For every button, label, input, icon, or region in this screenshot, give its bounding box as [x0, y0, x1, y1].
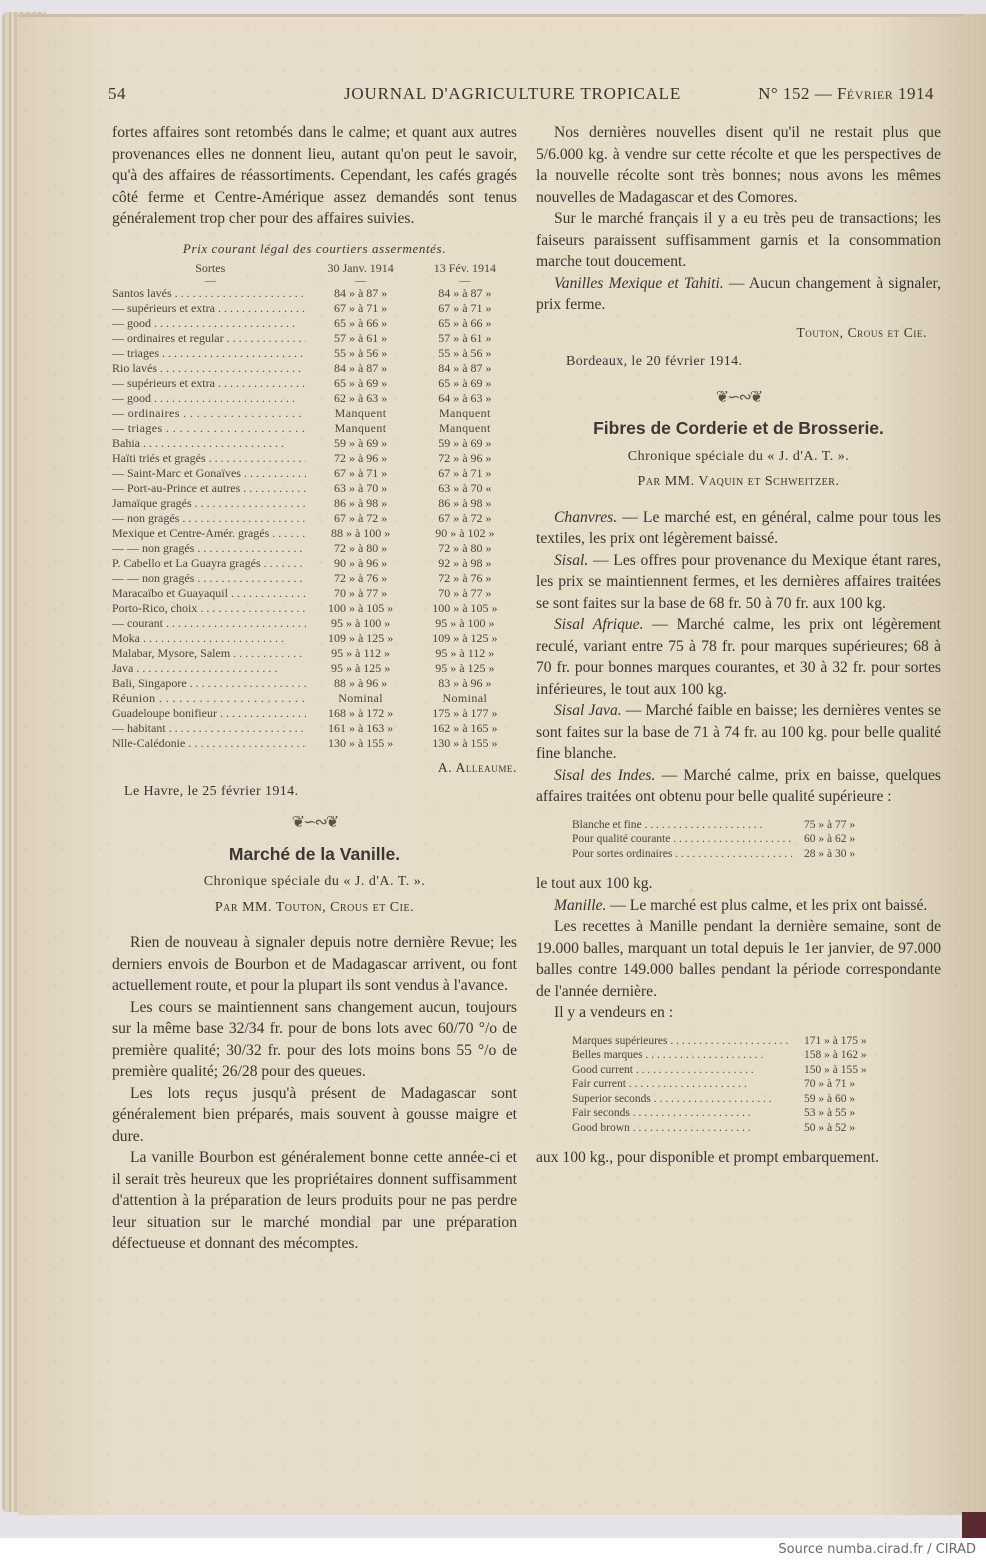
- price-feb: 90 » à 102 »: [435, 526, 495, 540]
- recettes-paragraph: Les recettes à Manille pendant la dernière semaine, sont de 19.000 balles, marquant un total depuis le 1er janvier, de 97.000 balles contre 149.000 balles pendant la période correspondante de l'année dernière.: [536, 918, 941, 1000]
- price-jan: Manquent: [334, 421, 387, 435]
- table-row: Belles marques . . . . . . . . . . . . . . . . . . . . . 158 » à 162 »: [572, 1048, 894, 1063]
- price-feb: 95 » à 125 »: [435, 661, 495, 675]
- row-label: Nlle-Calédonie: [112, 736, 186, 750]
- price-feb: 67 » à 71 »: [438, 301, 492, 315]
- row-value: 50 » à 52 »: [804, 1121, 856, 1134]
- price-feb: 70 » à 77 »: [438, 586, 492, 600]
- paragraph-lead: Vanilles Mexique et Tahiti.: [554, 274, 724, 292]
- row-value: 75 » à 77 »: [804, 818, 856, 831]
- table-row: [112, 346, 517, 361]
- price-feb: 64 » à 63 »: [438, 391, 492, 405]
- binding-corner: [962, 1512, 986, 1538]
- row-value: 28 » à 30 »: [804, 847, 856, 860]
- price-feb: Manquent: [438, 421, 491, 435]
- fibres-subtitle: Chronique spéciale du « J. d'A. T. ».: [627, 448, 850, 464]
- row-label: Superior seconds: [572, 1092, 651, 1105]
- manille-paragraph: Manille. — Le marché est plus calme, et les prix ont baissé.: [554, 896, 928, 914]
- row-label: Marques supérieures: [572, 1034, 668, 1047]
- table-row: [112, 301, 517, 316]
- row-label: Porto-Rico, choix: [112, 601, 198, 615]
- left-column: [112, 122, 517, 1255]
- row-value: 150 » à 155 »: [804, 1063, 867, 1076]
- row-label: — ordinaires et regular: [112, 331, 224, 345]
- price-feb: 59 » à 69 »: [438, 436, 492, 450]
- table-row: [112, 736, 517, 751]
- price-feb: 84 » à 87 »: [438, 361, 492, 375]
- row-value: 70 » à 71 »: [804, 1078, 856, 1090]
- price-jan: 72 » à 80 »: [333, 541, 388, 555]
- page-right-edge: [963, 14, 986, 1512]
- table-row: [112, 616, 517, 631]
- intro-paragraph: fortes affaires sont retombés dans le calme; et quant aux autres provenances elles ne donnent lieu, autant qu'on peut le savoir, qu'à des affaires de réassortiments. Cependant, les cafés gragés côté ferme et Centre-Amérique assez demandés sont tenus généralement trop cher pour des affaires suivies.: [112, 124, 517, 227]
- price-feb: 72 » à 96 »: [438, 451, 492, 465]
- row-label: Mexique et Centre-Amér. gragés: [112, 526, 270, 540]
- fibres-paragraph: Sisal Afrique. — Marché calme, les prix ont légèrement reculé, variant entre 75 à 78 fr. pour marques supérieures; 68 à 70 fr. pour bonnes marques courantes, et 30 à 32 fr. pour sortes inférieures, le tout aux 100 kg.: [536, 616, 941, 698]
- table-row: [112, 496, 517, 511]
- table-row: [112, 451, 517, 466]
- table-row: [112, 466, 517, 481]
- table-row: [112, 721, 517, 736]
- price-feb: 67 » à 71 »: [438, 466, 492, 480]
- price-jan: 65 » à 69 »: [333, 376, 388, 390]
- table-row: [112, 676, 517, 691]
- price-feb: 83 » à 96 »: [438, 676, 492, 690]
- price-feb: 95 » à 100 »: [435, 616, 495, 630]
- price-jan: 55 » à 56 »: [333, 346, 388, 360]
- table-row: [112, 661, 517, 676]
- vanille-byline: Par MM. Touton, Crous et Cie.: [214, 899, 415, 915]
- table-row: [112, 691, 517, 706]
- price-jan: 90 » à 96 »: [333, 556, 388, 570]
- right-column: [536, 122, 941, 1169]
- table-row: Good brown . . . . . . . . . . . . . . . . . . . . . 50 » à 52 »: [572, 1121, 894, 1136]
- table-row: [112, 631, 517, 646]
- coffee-table-caption: Prix courant légal des courtiers assermentés.: [182, 240, 447, 256]
- row-label: Java: [112, 661, 134, 675]
- table-row: [112, 286, 517, 301]
- row-label: — supérieurs et extra: [112, 376, 215, 390]
- table-row: Fair seconds . . . . . . . . . . . . . . . . . . . . . 53 » à 55 »: [572, 1106, 894, 1121]
- price-jan: 67 » à 72 »: [333, 511, 388, 525]
- row-label: Fair seconds: [572, 1107, 630, 1119]
- bordeaux-dateline: Bordeaux, le 20 février 1914.: [566, 354, 743, 369]
- row-label: Haïti triés et gragés: [112, 451, 206, 465]
- vanille-title: Marché de la Vanille.: [228, 843, 401, 864]
- price-feb: 57 » à 61 »: [438, 331, 492, 345]
- coffee-table-body: [112, 286, 517, 751]
- table-row: Fair current . . . . . . . . . . . . . . . . . . . . . 70 » à 71 »: [572, 1077, 894, 1092]
- price-feb: 72 » à 80 »: [438, 541, 492, 555]
- row-label: Good current: [572, 1063, 633, 1076]
- fleuron-ornament: ❦∽∾❦: [715, 388, 762, 406]
- price-feb: 72 » à 76 »: [438, 571, 492, 585]
- row-label: Blanche et fine: [572, 818, 642, 831]
- row-label: Belles marques: [572, 1049, 643, 1061]
- row-label: P. Cabello et La Guayra gragés: [112, 556, 261, 570]
- row-value: 59 » à 60 »: [804, 1092, 856, 1105]
- row-label: Pour qualité courante: [572, 833, 671, 845]
- table-row: [112, 541, 517, 556]
- touton-signature: Touton, Crous et Cie.: [796, 324, 927, 340]
- table-row: [112, 376, 517, 391]
- price-jan: 88 » à 96 »: [333, 676, 388, 690]
- row-label: Good brown: [572, 1121, 630, 1134]
- sisal-indes-table: [572, 818, 894, 862]
- table-row: [112, 481, 517, 496]
- price-jan: 72 » à 76 »: [333, 571, 388, 585]
- fleuron-ornament: ❦∽∾❦: [291, 814, 338, 831]
- row-label: Réunion: [112, 691, 156, 705]
- manille-price-table: [572, 1034, 894, 1136]
- table-row: [112, 601, 517, 616]
- price-feb: 162 » à 165 »: [432, 721, 498, 735]
- price-jan: 95 » à 125 »: [330, 661, 391, 675]
- price-jan: 59 » à 69 »: [333, 436, 388, 450]
- row-label: — non gragés: [112, 511, 180, 525]
- table-row: [112, 361, 517, 376]
- price-feb: Nominal: [442, 691, 488, 705]
- price-feb: 65 » à 66 »: [438, 316, 492, 330]
- table-row: [112, 421, 517, 436]
- price-feb: 175 » à 177 »: [432, 706, 498, 720]
- row-label: Santos lavés: [112, 286, 172, 300]
- table-row: [112, 526, 517, 541]
- fibres-paragraph: Chanvres. — Le marché est, en général, calme pour tous les textiles, les prix ont légèrement baissé.: [536, 508, 941, 547]
- vanilles-mexique-paragraph: Vanilles Mexique et Tahiti. — Aucun changement à signaler, prix ferme.: [536, 274, 941, 313]
- price-jan: 109 » à 125 »: [327, 631, 394, 645]
- row-label: — — non gragés: [112, 571, 195, 585]
- price-jan: 86 » à 98 »: [333, 496, 388, 510]
- row-label: — triages: [112, 421, 163, 435]
- closing-text: aux 100 kg., pour disponible et prompt embarquement.: [536, 1149, 879, 1166]
- running-header: [108, 84, 934, 108]
- col-header-sortes: Sortes: [195, 261, 226, 275]
- row-label: Pour sortes ordinaires: [572, 847, 673, 860]
- row-value: 60 » à 62 »: [804, 833, 856, 845]
- vanille-paragraph: La vanille Bourbon est généralement bonne cette année-ci et il serait très heureux que les propriétaires donnent suffisamment d'attention à la préparation de leurs produits pour ne pas perdre leur situation sur le marché mondial par une préparation défectueuse et donnant des mécomptes.: [112, 1149, 517, 1252]
- row-value: 158 » à 162 »: [804, 1049, 867, 1061]
- price-jan: 72 » à 96 »: [333, 451, 388, 465]
- row-label: — good: [112, 391, 151, 405]
- price-jan: 70 » à 77 »: [333, 586, 388, 600]
- vanille-paragraph: Rien de nouveau à signaler depuis notre dernière Revue; les derniers envois de Bourbon et de Madagascar arrivent, ou font actuellement route, et pour la plupart ils sont vendus à l'avance.: [112, 934, 517, 994]
- price-jan: 67 » à 71 »: [333, 466, 388, 480]
- price-jan: Manquent: [334, 406, 387, 420]
- row-label: — — non gragés: [112, 541, 195, 555]
- price-feb: 84 » à 87 »: [438, 286, 492, 300]
- price-jan: 65 » à 66 »: [333, 316, 388, 330]
- price-jan: 57 » à 61 »: [333, 331, 388, 345]
- row-label: Fair current: [572, 1078, 626, 1090]
- row-label: Guadeloupe bonifieur: [112, 706, 217, 720]
- row-label: — triages: [112, 346, 159, 360]
- row-label: — supérieurs et extra: [112, 301, 215, 315]
- vanille-cont-paragraph: Sur le marché français il y a eu très peu de transactions; les faiseurs paraissent suffisamment garnis et la consommation marche tout doucement.: [536, 210, 941, 270]
- coffee-price-table: Sortes 30 Janv. 1914 13 Fév. 1914 — — — Santos lavés . . . 84 » à 87 » 84 » à 87 » — supérieurs et extra . . . 67 » à 71 » 67 » à 71 » — good . . . 65 » à 66 » 65 » à 66 » — ordinaires et regular . . . 57 » à 61 » 57 » à 61 » — triages . . . 55 » à 56 » 55 » à 56 » Rio lavés . . . 84 » à 87 » 84 » à 87 » — supérieurs et extra . . . 65 » à 69 » 65 » à 69 » — good . . . 62 » à 63 » 64 » à 63 » — ordinaires . . . Manquent Manquent — triages . . . Manquent Manquent Bahia . . . 59 » à 69 » 59 » à 69 » Haïti triés et gragés . . . 72 » à 96 » 72 » à 96 » — Saint-Marc et Gonaïves . . . 67 » à 71 » 67 » à 71 » — Port-au-Prince et autres . . . 63 » à 70 » 63 » à 70 « Jamaïque gragés . . . 86 » à 98 » 86 » à 98 » — non gragés . . . 67 » à 72 » 67 » à 72 » Mexique et Centre-Amér. gragés . . . 88 » à 100 » 90 » à 102 » — — non gragés . . . 72 » à 80 » 72 » à 80 » P. Cabello et La Guayra gragés . . . 90 » à 96 » 92 » à 98 » — — non gragés . . . 72 » à 76 » 72 » à 76 » Maracaïbo et Guayaquil . . . 70 » à 77 » 70 » à 77 » Porto-Rico, choix . . . 100 » à 105 » 100 » à 105 » — courant . . . 95 » à 100 » 95 » à 100 » Moka . . . 109 » à 125 » 109 » à 125 » Malabar, Mysore, Salem . . . 95 » à 112 » 95 » à 112 » Java . . . 95 » à 125 » 95 » à 125 » Bali, Singapore . . . 88 » à 96 » 83 » à 96 » Réunion . . . Nominal Nominal Guadeloupe bonifieur . . . 168 » à 172 » 175 » à 177 » — habitant . . . 161 » à 163 » 162 » à 165 » Nlle-Calédonie . . . 130 » à 155 » 130 » à 155 »: [112, 261, 517, 751]
- alleaume-signature: A. Alleaume.: [437, 760, 517, 775]
- table-row: [112, 391, 517, 406]
- price-feb: 86 » à 98 »: [438, 496, 492, 510]
- table-row: Marques supérieures . . . . . . . . . . . . . . . . . . . . . 171 » à 175 »: [572, 1034, 894, 1049]
- col-header-feb: 13 Fév. 1914: [433, 261, 496, 275]
- price-jan: 63 » à 70 »: [333, 481, 388, 495]
- price-feb: 109 » à 125 »: [432, 631, 498, 645]
- table-row: Pour qualité courante . . . . . . . . . . . . . . . . . . . . . 60 » à 62 »: [572, 832, 894, 847]
- table-row: [112, 406, 517, 421]
- row-label: Rio lavés: [112, 361, 157, 375]
- price-jan: Nominal: [338, 691, 383, 705]
- fibres-paragraph: Sisal. — Les offres pour provenance du Mexique étant rares, les prix se maintiennent fermes, et les dernières affaires traitées se sont faites sur la base de 68 fr. 50 à 70 fr. aux 100 kg.: [536, 551, 941, 612]
- table-row: [112, 706, 517, 721]
- table-row: [112, 571, 517, 586]
- page-number: 54: [108, 84, 126, 103]
- table-row: Pour sortes ordinaires . . . . . . . . . . . . . . . . . . . . . 28 » à 30 »: [572, 847, 894, 862]
- journal-title: JOURNAL D'AGRICULTURE TROPICALE: [344, 84, 682, 103]
- price-jan: 100 » à 105 »: [327, 601, 394, 615]
- price-jan: 62 » à 63 »: [333, 391, 388, 405]
- row-label: Malabar, Mysore, Salem: [112, 646, 231, 660]
- havre-dateline: Le Havre, le 25 février 1914.: [124, 783, 299, 799]
- source-credit: Source numba.cirad.fr / CIRAD: [778, 1542, 976, 1557]
- price-jan: 95 » à 112 »: [331, 646, 391, 660]
- price-feb: 130 » à 155 »: [432, 736, 498, 750]
- price-jan: 130 » à 155 »: [327, 736, 394, 750]
- price-feb: 55 » à 56 »: [438, 346, 492, 360]
- row-label: Moka: [112, 631, 140, 645]
- table-row: [112, 316, 517, 331]
- after-table-text: le tout aux 100 kg.: [536, 875, 653, 892]
- col-header-jan: 30 Janv. 1914: [327, 261, 394, 275]
- row-value: 53 » à 55 »: [804, 1107, 856, 1119]
- row-label: — good: [112, 316, 151, 330]
- table-row: [112, 646, 517, 661]
- vanille-subtitle: Chronique spéciale du « J. d'A. T. ».: [203, 874, 426, 889]
- row-label: — ordinaires: [112, 406, 180, 420]
- price-feb: 92 » à 98 »: [438, 556, 492, 570]
- row-label: — Port-au-Prince et autres: [112, 481, 241, 495]
- table-row: Good current . . . . . . . . . . . . . . . . . . . . . 150 » à 155 »: [572, 1063, 894, 1078]
- price-feb: 67 » à 72 »: [438, 511, 492, 525]
- price-feb: 95 » à 112 »: [435, 646, 495, 660]
- row-label: — Saint-Marc et Gonaïves: [112, 466, 241, 480]
- row-label: Bali, Singapore: [112, 676, 187, 690]
- price-feb: Manquent: [438, 406, 491, 420]
- fibres-byline: Par MM. Vaquin et Schweitzer.: [637, 474, 840, 489]
- price-jan: 95 » à 100 »: [330, 616, 391, 630]
- row-label: — habitant: [112, 721, 166, 735]
- price-jan: 67 » à 71 »: [333, 301, 388, 315]
- price-jan: 168 » à 172 »: [327, 706, 394, 720]
- table-row: [112, 331, 517, 346]
- row-label: Maracaïbo et Guayaquil: [112, 586, 228, 600]
- price-jan: 161 » à 163 »: [327, 721, 394, 735]
- price-jan: 88 » à 100 »: [330, 526, 391, 540]
- vanille-cont-paragraph: Nos dernières nouvelles disent qu'il ne restait plus que 5/6.000 kg. à vendre sur cette récolte et que les perspectives de la nouvelle récolte sont très bonnes; nous avons les mêmes nouvelles de Madagascar et des Comores.: [536, 124, 941, 206]
- row-value: 171 » à 175 »: [804, 1034, 867, 1047]
- fibres-paragraph: Sisal des Indes. — Marché calme, prix en baisse, quelques affaires traitées ont obtenu pour belle qualité supérieure :: [536, 766, 941, 805]
- row-label: Jamaïque gragés: [112, 496, 192, 510]
- row-label: Bahia: [112, 436, 140, 450]
- table-row: [112, 436, 517, 451]
- row-label: — courant: [112, 616, 163, 630]
- vendeurs-intro: Il y a vendeurs en :: [554, 1004, 674, 1021]
- issue-label: N° 152 — Février 1914: [758, 84, 934, 103]
- fibres-paragraph: Sisal Java. — Marché faible en baisse; les dernières ventes se sont faites sur la base de 71 à 74 fr. au 100 kg. pour belle qualité fine blanche.: [536, 702, 942, 762]
- price-feb: 65 » à 69 »: [438, 376, 492, 390]
- vanille-paragraph: Les lots reçus jusqu'à présent de Madagascar sont généralement bien préparés, mais souvent à gousse maigre et dure.: [112, 1084, 517, 1145]
- table-row: [112, 556, 517, 571]
- vanille-paragraph: Les cours se maintiennent sans changement aucun, toujours sur la même base 32/34 fr. pour de bons lots avec 60/70 °/o de première qualité; 30/32 fr. pour des lots moins bons 55 °/o de première qualité; 26/28 pour des queues.: [112, 998, 517, 1080]
- table-row: Superior seconds . . . . . . . . . . . . . . . . . . . . . 59 » à 60 »: [572, 1092, 894, 1107]
- table-row: [112, 586, 517, 601]
- table-row: Blanche et fine . . . . . . . . . . . . . . . . . . . . . 75 » à 77 »: [572, 818, 894, 833]
- fibres-title: Fibres de Corderie et de Brosserie.: [593, 418, 884, 438]
- price-jan: 84 » à 87 »: [333, 286, 388, 300]
- price-feb: 100 » à 105 »: [432, 601, 498, 615]
- price-jan: 84 » à 87 »: [333, 361, 388, 375]
- table-row: [112, 511, 517, 526]
- price-feb: 63 » à 70 «: [438, 481, 492, 495]
